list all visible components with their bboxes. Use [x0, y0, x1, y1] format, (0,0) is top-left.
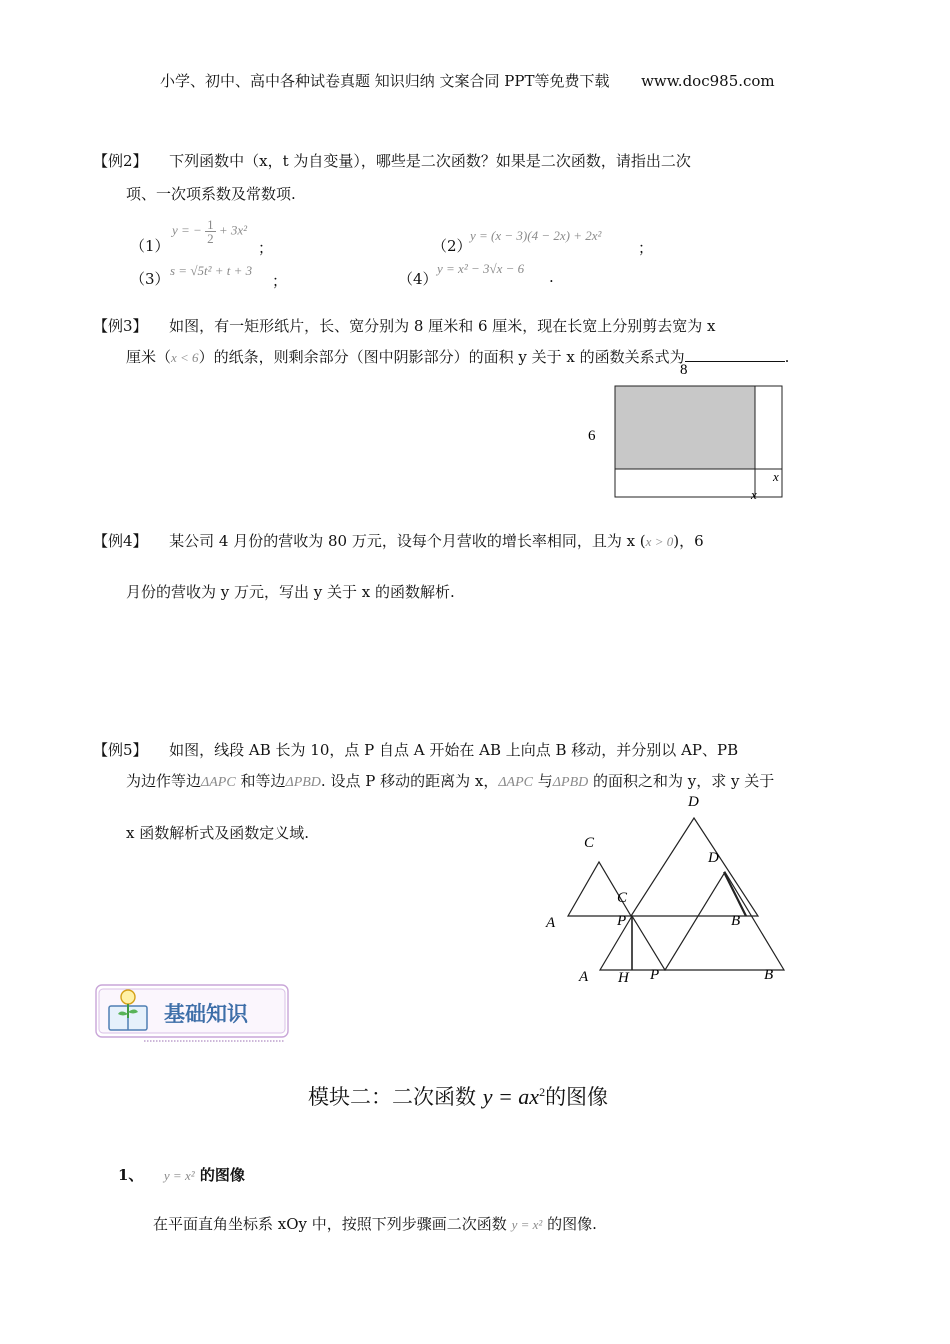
ex5-line3: x 函数解析式及函数定义域. [126, 824, 309, 842]
fraction [205, 218, 216, 245]
part1-text [153, 1213, 597, 1234]
ex5-text-2b: 和等边 [240, 772, 286, 790]
label-c2: C [617, 890, 628, 906]
ex2-item1-num: （1） [130, 237, 170, 255]
ex5-text-2a: 为边作等边 [126, 772, 202, 790]
part1-heading [118, 1164, 245, 1185]
ex2-item1-tail: ； [258, 239, 274, 257]
ex5-text-1: 如图，线段 AB 长为 10，点 P 自点 A 开始在 AB 上向点 B 移动，并分别以 AP、PB [169, 741, 739, 759]
ex4-line1 [93, 530, 704, 551]
ex2-label: 【例2】 [93, 152, 148, 170]
ex5-label: 【例5】 [93, 741, 148, 759]
ex2-item3-num: （3） [130, 270, 170, 288]
rectangle-figure [580, 358, 800, 508]
section-badge [94, 982, 290, 1044]
module-title [308, 1081, 608, 1111]
module-title-b: 的图像 [545, 1085, 609, 1109]
label-p1: P [617, 913, 627, 929]
ex2-item4-num: （4） [398, 270, 438, 288]
label-8: 8 [680, 362, 688, 378]
triangle-apc-upper [568, 862, 631, 916]
label-b1: B [731, 913, 741, 929]
part1-num: 1、 [118, 1166, 144, 1184]
ex2-line2: 项、一次项系数及常数项. [126, 185, 296, 203]
page-header [160, 70, 775, 91]
ex4-line2: 月份的营收为 y 万元，写出 y 关于 x 的函数解析. [126, 583, 455, 601]
shaded-region [615, 386, 755, 469]
ex3-label: 【例3】 [93, 317, 148, 335]
label-a1: A [546, 915, 556, 931]
ex2-item2-tail: ； [638, 239, 654, 257]
label-a2: A [579, 969, 589, 985]
ex2-item3-formula: s = √5t² + t + 3 [170, 263, 253, 278]
ex5-text-2e: 的面积之和为 y，求 y 关于 [593, 772, 775, 790]
thick-segment [724, 872, 746, 916]
label-h: H [618, 970, 629, 986]
ex4-text-1a: 某公司 4 月份的营收为 80 万元，设每个月营收的增长率相同，且为 x ( [169, 532, 646, 550]
ex5-tri-pbd: ΔPBD [285, 775, 321, 790]
ex3-text-2end: . [784, 348, 790, 366]
ex5-tri-apc: ΔAPC [201, 775, 236, 790]
ex5-text-2c: . 设点 P 移动的距离为 x， [320, 772, 499, 790]
header-url[interactable]: www.doc985.com [641, 72, 775, 90]
ex2-item2-formula: y = (x − 3)(4 − 2x) + 2x² [470, 228, 602, 243]
label-6: 6 [588, 428, 596, 444]
part1-text-a: 在平面直角坐标系 xOy 中，按照下列步骤画二次函数 [153, 1215, 507, 1233]
ex5-tri-apc-2: ΔAPC [498, 775, 533, 790]
label-d1: D [688, 794, 699, 810]
badge-text: 基础知识 [164, 1002, 248, 1026]
book-plant-icon [106, 988, 150, 1034]
ex5-line2 [126, 770, 774, 791]
fraction-num: 1 [207, 217, 214, 232]
module-title-a: 模块二：二次函数 [308, 1085, 483, 1109]
ex2-item4-formula: y = x² − 3√x − 6 [437, 261, 525, 276]
ex2-item1 [130, 235, 170, 256]
ex5-text-2d: 与 [537, 772, 553, 790]
ex2-item1-lead: y = − [172, 222, 202, 238]
ex3-text-1: 如图，有一矩形纸片，长、宽分别为 8 厘米和 6 厘米，现在长宽上分别剪去宽为 x [169, 317, 716, 335]
triangle-pbd-lower [665, 872, 784, 970]
part1-formula: y = x² [163, 1168, 195, 1183]
ex5-tri-pbd-2: ΔPBD [552, 775, 589, 790]
module-formula: y = ax [482, 1084, 540, 1109]
ex4-condition: x > 0 [645, 534, 674, 549]
header-text: 小学、初中、高中各种试卷真题 知识归纳 文案合同 PPT等免费下载 [160, 72, 610, 90]
ex3-text-2b: ）的纸条，则剩余部分（图中阴影部分）的面积 y 关于 x 的函数关系式为 [198, 348, 685, 366]
ex3-text-2a: 厘米（ [126, 348, 172, 366]
label-b2: B [764, 967, 774, 983]
ex2-item3-tail: ； [272, 272, 288, 290]
ex2-item4-tail: . [549, 268, 554, 286]
ex4-text-1b: )，6 [673, 532, 704, 550]
label-x-right: x [773, 469, 779, 484]
ex2-item1-formula [172, 218, 247, 245]
ex4-label: 【例4】 [93, 532, 148, 550]
fraction-den: 2 [207, 231, 214, 246]
triangles-figure [540, 790, 800, 990]
ex3-condition: x < 6 [171, 350, 199, 365]
label-c1: C [584, 835, 595, 851]
ex5-line1 [93, 739, 738, 760]
ex3-line1 [93, 315, 716, 336]
part1-text-b: 的图像. [547, 1215, 597, 1233]
label-x-bottom: x [751, 487, 757, 502]
ex2-text-1: 下列函数中（x，t 为自变量），哪些是二次函数？如果是二次函数，请指出二次 [169, 152, 691, 170]
ex2-item2-num: （2） [432, 237, 472, 255]
module-formula-sup: 2 [539, 1085, 546, 1099]
label-p2: P [650, 967, 660, 983]
part1-formula2: y = x² [511, 1217, 543, 1232]
part1-title: 的图像 [199, 1166, 245, 1184]
label-d2: D [708, 850, 719, 866]
ex2-line1 [93, 150, 691, 171]
ex2-item1-rest: + 3x² [218, 222, 248, 238]
